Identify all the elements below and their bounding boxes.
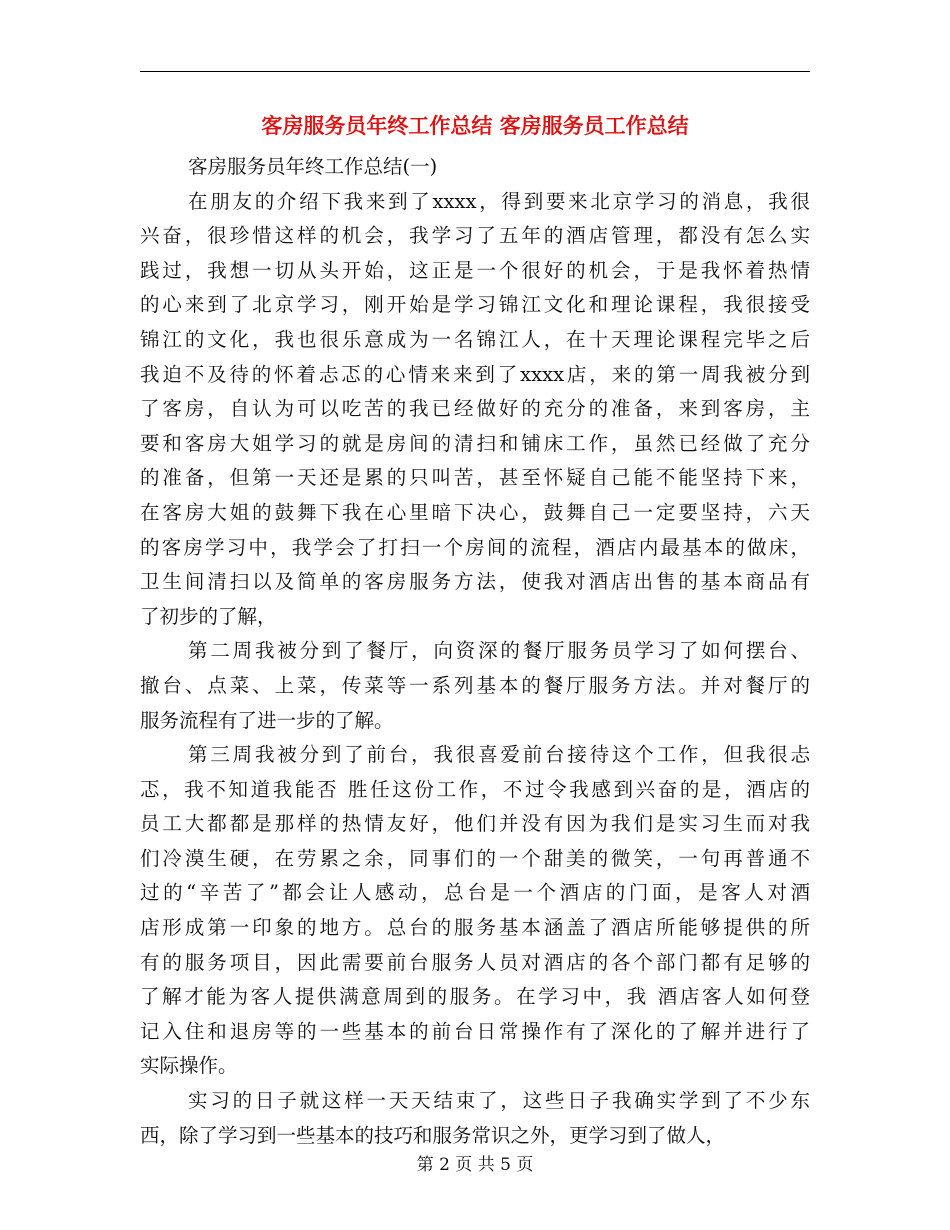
paragraph-line: 的准备，但第一天还是累的只叫苦，甚至怀疑自己能不能坚持下来， [140,466,810,490]
paragraph-line: 在客房大姐的鼓舞下我在心里暗下决心，鼓舞自己一定要坚持，六天 [140,500,810,524]
paragraph-line: 们冷漠生硬，在劳累之余，同事们的一个甜美的微笑，一句再普通不 [140,846,810,870]
paragraph-line: 要和客房大姐学习的就是房间的清扫和铺床工作，虽然已经做了充分 [140,431,810,455]
paragraph [140,1084,810,1153]
paragraph [140,634,810,738]
paragraph-line: 兴奋，很珍惜这样的机会，我学习了五年的酒店管理，都没有怎么实 [140,224,810,248]
paragraph-line: 西，除了学习到一些基本的技巧和服务常识之外，更学习到了做人， [140,1123,726,1147]
section-subtitle: 客房服务员年终工作总结(一) [188,155,438,178]
paragraph-line: 实习的日子就这样一天天结束了，这些日子我确实学到了不少东 [188,1089,810,1113]
paragraph-line: 记入住和退房等的一些基本的前台日常操作有了深化的了解并进行了 [140,1019,810,1043]
paragraph-line: 在朋友的介绍下我来到了xxxx，得到要来北京学习的消息，我很 [188,189,810,213]
paragraph-line: 践过，我想一切从头开始，这正是一个很好的机会，于是我怀着热情 [140,258,810,282]
paragraph-line: 第三周我被分到了前台，我很喜爱前台接待这个工作，但我很忐 [188,743,810,767]
paragraph-line: 第二周我被分到了餐厅，向资深的餐厅服务员学习了如何摆台、 [188,639,810,663]
page-number: 第 2 页 共 5 页 [416,1155,534,1175]
paragraph-line: 了解才能为客人提供满意周到的服务。在学习中，我 酒店客人如何登 [140,985,810,1009]
paragraph-line: 了客房，自认为可以吃苦的我已经做好的充分的准备，来到客房，主 [140,397,810,421]
paragraph-line: 撤台、点菜、上菜，传菜等一系列基本的餐厅服务方法。并对餐厅的 [140,673,810,697]
paragraph-line: 过的“辛苦了”都会让人感动，总台是一个酒店的门面，是客人对酒 [140,881,810,905]
paragraph-line: 服务流程有了进一步的了解。 [140,708,394,732]
paragraph-line: 员工大都都是那样的热情友好，他们并没有因为我们是实习生而对我 [140,812,810,836]
paragraph-line: 实际操作。 [140,1054,238,1078]
paragraph [140,185,810,635]
document-title: 客房服务员年终工作总结 客房服务员工作总结 [261,113,689,138]
paragraph-line: 我迫不及待的怀着忐忑的心情来来到了xxxx店，来的第一周我被分到 [140,362,810,386]
header-rule [140,71,810,72]
paragraph-line: 有的服务项目，因此需要前台服务人员对酒店的各个部门都有足够的 [140,950,810,974]
paragraph-line: 忑，我不知道我能否 胜任这份工作，不过令我感到兴奋的是，酒店的 [140,777,810,801]
paragraph-line: 了初步的了解， [140,604,277,628]
paragraph-line: 的心来到了北京学习，刚开始是学习锦江文化和理论课程，我很接受 [140,293,810,317]
paragraph-line: 店形成第一印象的地方。总台的服务基本涵盖了酒店所能够提供的所 [140,916,810,940]
document-body [140,150,810,1153]
paragraph-line: 锦江的文化，我也很乐意成为一名锦江人，在十天理论课程完毕之后 [140,327,810,351]
paragraph [140,738,810,1084]
paragraph-list [140,185,810,1154]
paragraph-line: 卫生间清扫以及简单的客房服务方法，使我对酒店出售的基本商品有 [140,570,810,594]
paragraph-line: 的客房学习中，我学会了打扫一个房间的流程，酒店内最基本的做床， [140,535,810,559]
